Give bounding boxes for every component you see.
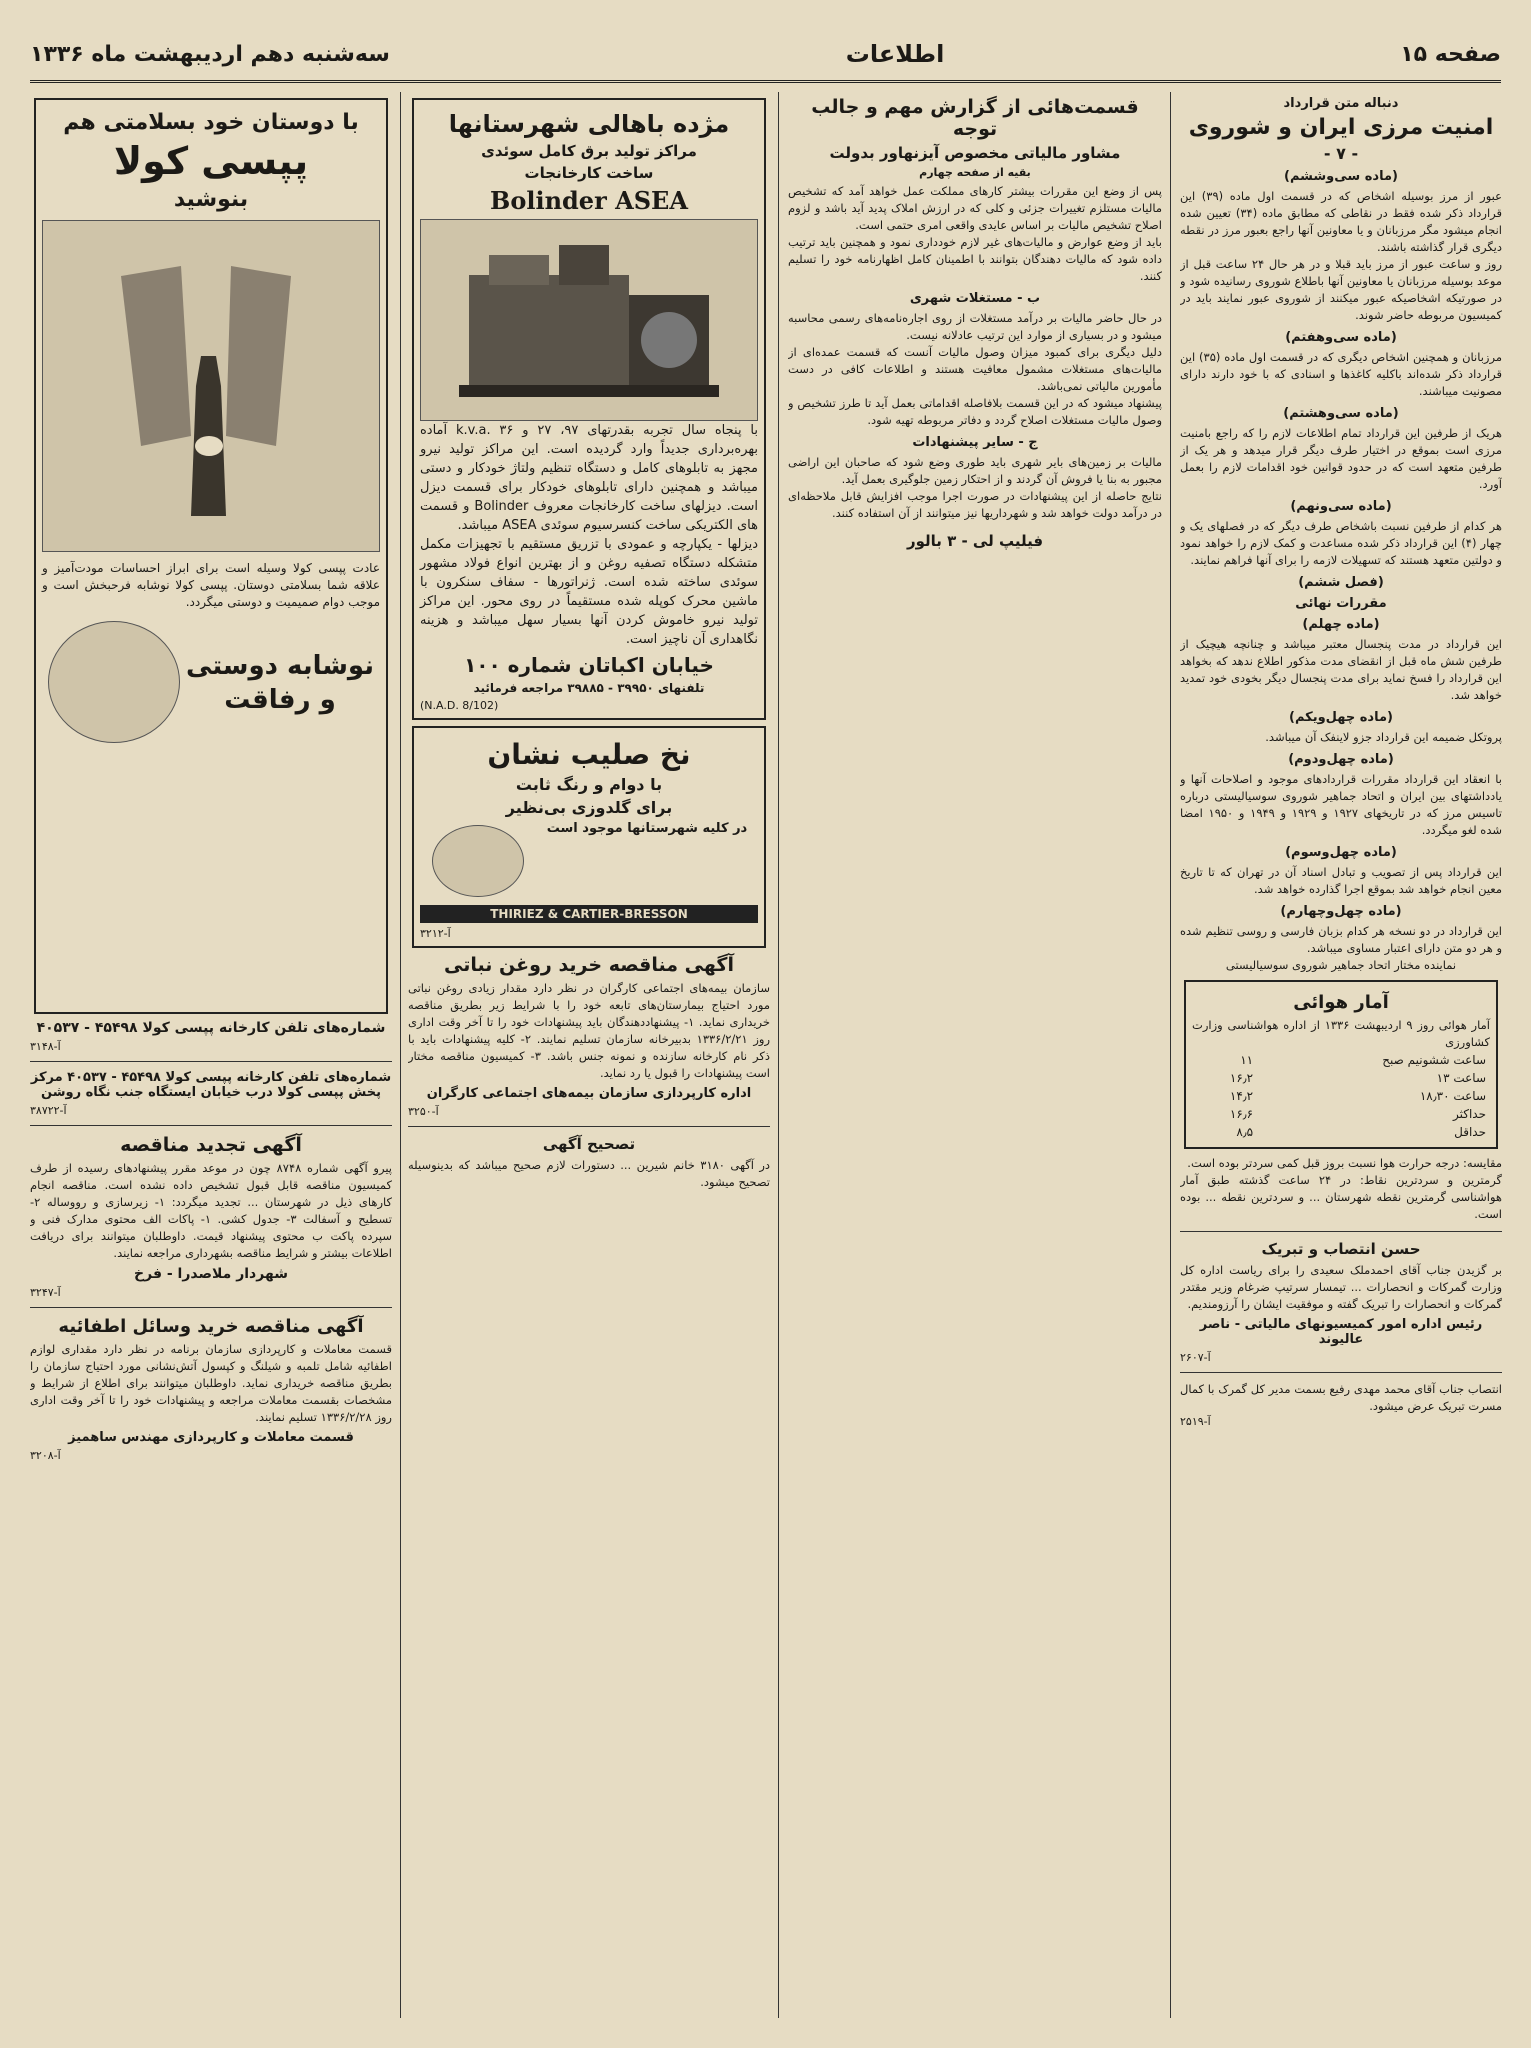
report-column [788, 92, 1162, 2018]
ad-ref: آ-۲۶۰۷ [1180, 1351, 1211, 1364]
tender-signature: اداره کارپردازی سازمان بیمه‌های اجتماعی کارگران [426, 1086, 752, 1101]
ad-address: خیابان اکباتان شماره ۱۰۰ [464, 653, 714, 677]
article-text: روز و ساعت عبور از مرز باید قبلا و در هر حال ۲۴ ساعت قبل از موعد بوسیله مرزبانان یا معاونین آنها باطلاع شوروی رسانیده شود و در صورتیکه اشخاصیکه عبور میکنند از شوروی عبور نمایند باید در کمیسیون مربوطه حاضر شوند. [1180, 257, 1502, 322]
tender-title: آگهی مناقصه خرید وسائل اطفائیه [58, 1316, 364, 1337]
appointment-body: بر گزیدن جناب آقای احمدملک سعیدی را برای ریاست اداره کل وزارت گمرکات و انحصارات ... تیمسار سرتیپ ضرغام وزیر مقتدر گمرکات و انحصارات را تبریک گفته و موفقیت ایشان را آرزومندیم. [1180, 1263, 1502, 1311]
article-heading: (ماده چهل‌ویکم) [1289, 710, 1393, 725]
thread-ad [412, 726, 766, 948]
ad-phones: تلفنهای ۳۹۹۵۰ - ۳۹۸۸۵ مراجعه فرمائید [473, 681, 705, 695]
oil-tender [408, 954, 770, 1118]
issue-date: سه‌شنبه دهم اردیبهشت ماه ۱۳۳۶ [30, 41, 390, 67]
ad-line: برای گلدوزی بی‌نظیر [505, 798, 673, 817]
treaty-title: امنیت مرزی ایران و شوروی [1188, 115, 1494, 140]
ad-line: با دوام و رنگ ثابت [515, 775, 663, 794]
weather-label: ساعت ۱۸٫۳۰ [1419, 1089, 1486, 1103]
weather-row [1192, 1105, 1490, 1123]
ad-body: عادت پپسی کولا وسیله است برای ابراز احساسات مودت‌آمیز و علاقه شما بسلامتی دوستان. پپسی کولا نوشابه فرحبخش است و موجب دوام صمیمیت و دوستی میگردد. [42, 561, 380, 609]
weather-row [1192, 1069, 1490, 1087]
ad-brand: پپسی کولا [113, 139, 309, 183]
masthead [30, 28, 1501, 83]
section-heading: (فصل ششم) [1298, 575, 1384, 590]
bottle-icon [81, 236, 341, 536]
ad-ref: آ-۳۱۴۸ [30, 1040, 61, 1053]
correction-title: تصحیح آگهی [542, 1135, 636, 1153]
continuation-label: دنباله متن قرارداد [1283, 96, 1399, 111]
article-heading: (ماده سی‌وهفتم) [1285, 330, 1397, 345]
weather-value: ۸٫۵ [1236, 1125, 1254, 1139]
ad-brand: Bolinder ASEA [490, 186, 688, 215]
ad-ref: آ-۳۲۱۲ [420, 927, 451, 940]
weather-extremes: گرمترین و سردترین نقاط: در ۲۴ ساعت گذشته طبق آمار هواشناسی گرمترین نقطه شهرستان ... و سردترین نقطه ... بوده است. [1180, 1173, 1502, 1221]
tender-body: سازمان بیمه‌های اجتماعی کارگران در نظر دارد مقدار زیادی روغن نباتی مورد احتیاج بیمارستان‌های تابعه خود را با شرایط زیر بطریق مناقصه خریداری نماید. ۱- پیشنهاددهندگان باید پیشنهادات خود را تا آخر وقت اداری روز ۱۳۳۶/۲/۲۱ بدبیرخانه سازمان تسلیم نمایند. ۲- کلیه پیشنهادات باید با ذکر نام کارخانه سازنده و نمونه جنس باشد. ۳- کمیسیون مناقصه مختار است پیشنهادات را قبول یا رد نماید. [408, 981, 770, 1080]
weather-value: ۱۶٫۶ [1229, 1107, 1254, 1121]
pepsi-ad [34, 98, 388, 1014]
appointment-title: حسن انتصاب و تبریک [1261, 1240, 1421, 1258]
article-heading: (ماده سی‌وهشتم) [1283, 406, 1399, 421]
ad-brand: THIRIEZ & CARTIER-BRESSON [420, 905, 758, 923]
report-paragraph: نتایج حاصله از این پیشنهادات در صورت اجرا موجب افزایش قابل ملاحظه‌ای در درآمد دولت خواهد شد و شهرداریها نیز میتوانند از آن استفاده کنند. [788, 489, 1162, 520]
weather-table [1192, 1051, 1490, 1141]
weather-row [1192, 1051, 1490, 1069]
report-section: ب - مستغلات شهری [909, 291, 1041, 306]
report-byline: فیلیپ لی - ۳ بالور [906, 532, 1044, 550]
ad-slogan: نوشابه دوستی [186, 651, 374, 681]
weather-label: ساعت ۱۳ [1436, 1071, 1486, 1085]
article-heading: (ماده سی‌وششم) [1284, 169, 1398, 184]
report-paragraph: پیشنهاد میشود که در این قسمت بلافاصله اقداماتی بعمل آید تا طرز تشخیص و وصول مالیات مستغلات اصلاح گردد و دفاتر مربوطه تهیه شود. [788, 396, 1162, 427]
article-heading: (ماده چهل‌ودوم) [1288, 752, 1394, 767]
generator-ad [412, 98, 766, 720]
ad-ref: آ-۲۵۱۹ [1180, 1415, 1211, 1428]
tender-title: آگهی مناقصه خرید روغن نباتی [444, 954, 734, 976]
weather-value: ۱۶٫۲ [1229, 1071, 1254, 1085]
weather-title: آمار هوائی [1293, 992, 1389, 1013]
correction-body: در آگهی ۳۱۸۰ خانم شیرین ... دستورات لازم صحیح میباشد که بدینوسیله تصحیح میشود. [408, 1158, 770, 1189]
article-text: هر کدام از طرفین نسبت باشخاص طرف دیگر که در فصلهای یک و چهار (۴) این قرارداد ذکر شده مساعدت و کمک لازم را خواهد نمود و دولتین متعهد هستند که تسهیلات لازمه را برای آنها فراهم نمایند. [1180, 519, 1502, 567]
report-subtitle: مشاور مالیاتی مخصوص آیزنهاور بدولت [829, 144, 1121, 162]
ad-slogan: و رفاقت [224, 685, 336, 715]
page-number: صفحه ۱۵ [1400, 41, 1501, 67]
weather-value: ۱۱ [1240, 1053, 1254, 1067]
article-heading: (ماده چهل‌وسوم) [1285, 845, 1397, 860]
article-text: هریک از طرفین این قرارداد تمام اطلاعات لازم را که راجع بامنیت مرزی است بموقع در اختیار طرف دیگر قرار میدهد و هر یک از طرفین متعهد است که در حدود قوانین خود اقدامات لازم را بعمل آورد. [1180, 426, 1502, 491]
appointment-signature: رئیس اداره امور کمیسیونهای مالیاتی - ناصر عالیوند [1199, 1317, 1483, 1347]
report-paragraph: در حال حاضر مالیات بر درآمد مستغلات از روی اجاره‌نامه‌های رسمی محاسبه میشود و در بسیاری از موارد این ترتیب عادلانه نیست. [788, 311, 1162, 342]
ad-ref: آ-۳۸۷۲۲ [30, 1104, 67, 1117]
ad-ref: آ-۳۲۰۸ [30, 1449, 61, 1462]
weather-value: ۱۴٫۲ [1229, 1089, 1254, 1103]
ad-headline: نخ صلیب نشان [487, 738, 691, 771]
article-text: مرزبانان و همچنین اشخاص دیگری که در قسمت اول ماده (۳۵) این قرارداد ذکر شده‌اند باکلیه کاغذها و اسنادی که با خود دارند دارای مصونیت میباشند. [1180, 350, 1502, 398]
section-title: مقررات نهائی [1295, 596, 1387, 611]
weather-compare: مقایسه: درجه حرارت هوا نسبت بروز قبل کمی سردتر بوده است. [1187, 1156, 1502, 1170]
weather-label: حداکثر [1452, 1107, 1486, 1121]
ad-body: با پنجاه سال تجربه بقدرتهای ۹۷، ۲۷ و ۳۶ .k.v.a آماده بهره‌برداری جدیداً وارد گردیده است. این مراکز تولید نیرو مجهز به تابلوهای کامل و دستگاه تنظیم ولتاژ خودکار و دستی میباشد و همچنین دارای تابلوهای خودکار برای قسمت دیزل است. دیزلهای ساخت کارخانجات معروف Bolinder و قسمت های الکتریکی ساخت کنسرسیوم سوئدی ASEA میباشد. [420, 423, 758, 533]
weather-intro: آمار هوائی روز ۹ اردیبهشت ۱۳۳۶ از اداره هواشناسی وزارت کشاورزی [1192, 1018, 1490, 1049]
weather-row [1192, 1087, 1490, 1105]
report-section: ج - سایر پیشنهادات [912, 435, 1038, 450]
pepsi-cap-icon [48, 621, 180, 743]
left-column [30, 92, 392, 2018]
article-heading: (ماده چهل‌وچهارم) [1280, 904, 1402, 919]
ad-headline: مژده باهالی شهرستانها [448, 110, 730, 138]
generator-image [420, 219, 758, 421]
article-text: این قرارداد در مدت پنجسال معتبر میباشد و چنانچه هیچیک از طرفین شش ماه قبل از انقضای مدت مذکور اطلاع ندهد که بخواهد این قرارداد را فسخ نماید برای مدت پنجسال دیگر بخودی خود تمدید خواهد شد. [1180, 637, 1502, 702]
article-text: این قرارداد پس از تصویب و تبادل اسناد آن در تهران که تا تاریخ معین انجام خواهد شد بموقع اجرا گذارده خواهد شد. [1180, 865, 1502, 896]
treaty-signoff: نماینده مختار اتحاد جماهیر شوروی سوسیالیستی [1225, 958, 1457, 972]
weather-box [1184, 980, 1498, 1149]
ad-line: بنوشید [173, 187, 249, 212]
article-text: عبور از مرز بوسیله اشخاص که در قسمت اول ماده (۳۹) این قرارداد ذکر شده فقط در نقاطی که مطابق ماده (۳۴) تعیین شده انجام میشود مگر مرزبانان و یا معاونین آنها راجع بعبور مرز در نقطه دیگری قرار گذاشته باشند. [1180, 189, 1502, 254]
treaty-column [1180, 92, 1502, 2018]
ad-line: ساخت کارخانجات [524, 164, 654, 182]
pepsi-phones: شماره‌های تلفن کارخانه پپسی کولا ۴۵۴۹۸ - ۴۰۵۳۷ مرکز پخش پپسی کولا درب خیابان ایستگاه جنب نگاه روشن [30, 1070, 392, 1100]
article-text: این قرارداد در دو نسخه هر کدام بزبان فارسی و روسی تنظیم شده و هر دو متن دارای اعتبار مساوی میباشد. [1180, 924, 1502, 955]
report-paragraph: باید از وضع عوارض و مالیات‌های غیر لازم خودداری نمود و همچنین باید ترتیب داده شود که مالیات دهندگان بتوانند با اطمینان کامل اظهارنامه خود را تسلیم کنند. [788, 235, 1162, 283]
article-text: پروتکل ضمیمه این قرارداد جزو لاینفک آن میباشد. [1265, 730, 1502, 744]
newspaper-name: اطلاعات [845, 40, 945, 68]
tender-signature: قسمت معاملات و کارپردازی مهندس ساهمیز [68, 1430, 354, 1445]
thread-spool-icon [432, 825, 524, 897]
report-title: قسمت‌هائی از گزارش مهم و جالب توجه [811, 96, 1139, 140]
report-paragraph: مالیات بر زمین‌های بایر شهری باید طوری وضع شود که صاحبان این اراضی مجبور به بنا یا فروش آن گردند و از احتکار زمین جلوگیری بعمل آید. [788, 455, 1162, 486]
ad-body: دیزلها - یکپارچه و عمودی با تزریق مستقیم با تجهیزات مکمل متشکله دستگاه تصفیه روغن و از بهترین انواع فولاد مشهور سوئدی ساخته شده است. ژنراتورها - سفاف سنکرون با ماشین محرک کوپله شده مستقیماً در روی محور. این مراکز تولید نیرو خاموش کردن آنها بسیار سهل میباشد و هزینه نگاهداری آن ناچیز است. [420, 537, 758, 647]
article-heading: (ماده سی‌ونهم) [1290, 499, 1392, 514]
report-paragraph: پس از وضع این مقررات بیشتر کارهای مملکت عمل خواهد آمد که تشخیص مالیات مستلزم تغییرات جزئی و کلی که در ارزش املاک پدید آید باشد و لزوم اصلاح تشخیص مالیات بر اساس عایدی واقعی امری حتمی است. [788, 184, 1162, 232]
tender-body: قسمت معاملات و کارپردازی سازمان برنامه در نظر دارد مقداری لوازم اطفائیه شامل تلمبه و شیلنگ و کپسول آتش‌نشانی مورد احتیاج سازمان را بطریق مناقصه خریداری نماید. داوطلبان میتوانند برای اطلاع از شرایط و مشخصات بقسمت معاملات مراجعه و پیشنهادات خود را تا آخر وقت اداری روز ۱۳۳۶/۲/۲۸ تسلیم نمایند. [30, 1342, 392, 1424]
ad-line: مراکز تولید برق کامل سوئدی [481, 142, 697, 160]
generator-icon [449, 235, 729, 405]
congrats-note: انتصاب جناب آقای محمد مهدی رفیع بسمت مدیر کل گمرک با کمال مسرت تبریک عرض میشود. [1180, 1382, 1502, 1413]
weather-label: ساعت ششونیم صبح [1382, 1053, 1486, 1067]
tender-title: آگهی تجدید مناقصه [120, 1134, 302, 1156]
glasses-illustration [42, 220, 380, 552]
weather-row [1192, 1123, 1490, 1141]
article-heading: (ماده چهلم) [1302, 617, 1380, 632]
ad-line: در کلیه شهرستانها موجود است [546, 821, 748, 836]
pepsi-phones: شماره‌های تلفن کارخانه پپسی کولا ۴۵۴۹۸ - ۴۰۵۳۷ [36, 1020, 386, 1036]
article-text: با انعقاد این قرارداد مقررات قراردادهای موجود و اصلاحات آنها و یادداشتهای بین ایران و اتحاد جماهیر شوروی سوسیالیستی درباره تاسیس مرز که در تاریخهای ۱۹۲۷ و ۱۹۲۹ و ۱۹۴۹ و ۱۹۵۰ امضا شده لغو میگردد. [1180, 772, 1502, 837]
continuation-label: بقیه از صفحه چهارم [919, 166, 1031, 179]
tender-body: پیرو آگهی شماره ۸۷۴۸ چون در موعد مقرر پیشنهادهای رسیده از طرف کمیسیون مناقصه قابل قبول تشخیص داده نشده است. مناقصه انجام کارهای ذیل در شهرستان ... تجدید میگردد: ۱- زیرسازی و رووساله ۲- تسطیح و آسفالت ۳- جدول کشی. ۱- پاکات الف محتوی مدارک فنی و سپرده پاکت ب محتوی پیشنهاد قیمت. داوطلبان میتوانند برای دریافت اطلاعات بیشتر و شرایط مناقصه بشهرداری مراجعه نمایند. [30, 1161, 392, 1260]
treaty-part: - ۷ - [1323, 144, 1359, 163]
ad-ref: آ-۳۲۵۰ [408, 1105, 439, 1118]
ad-line: با دوستان خود بسلامتی هم [63, 110, 359, 135]
ad-ref: آ-۳۲۴۷ [30, 1286, 61, 1299]
ads-column [408, 92, 770, 2018]
tender-signature: شهردار ملاصدرا - فرخ [134, 1266, 288, 1282]
weather-label: حداقل [1454, 1125, 1486, 1139]
ad-ref: (N.A.D. 8/102) [420, 699, 499, 712]
report-paragraph: دلیل دیگری برای کمبود میزان وصول مالیات آنست که قسمت عمده‌ای از مالیات‌های مستغلات مشمول معافیت هستند و اطلاعات کافی در دست مأمورین مالیاتی نمی‌باشد. [788, 345, 1162, 393]
